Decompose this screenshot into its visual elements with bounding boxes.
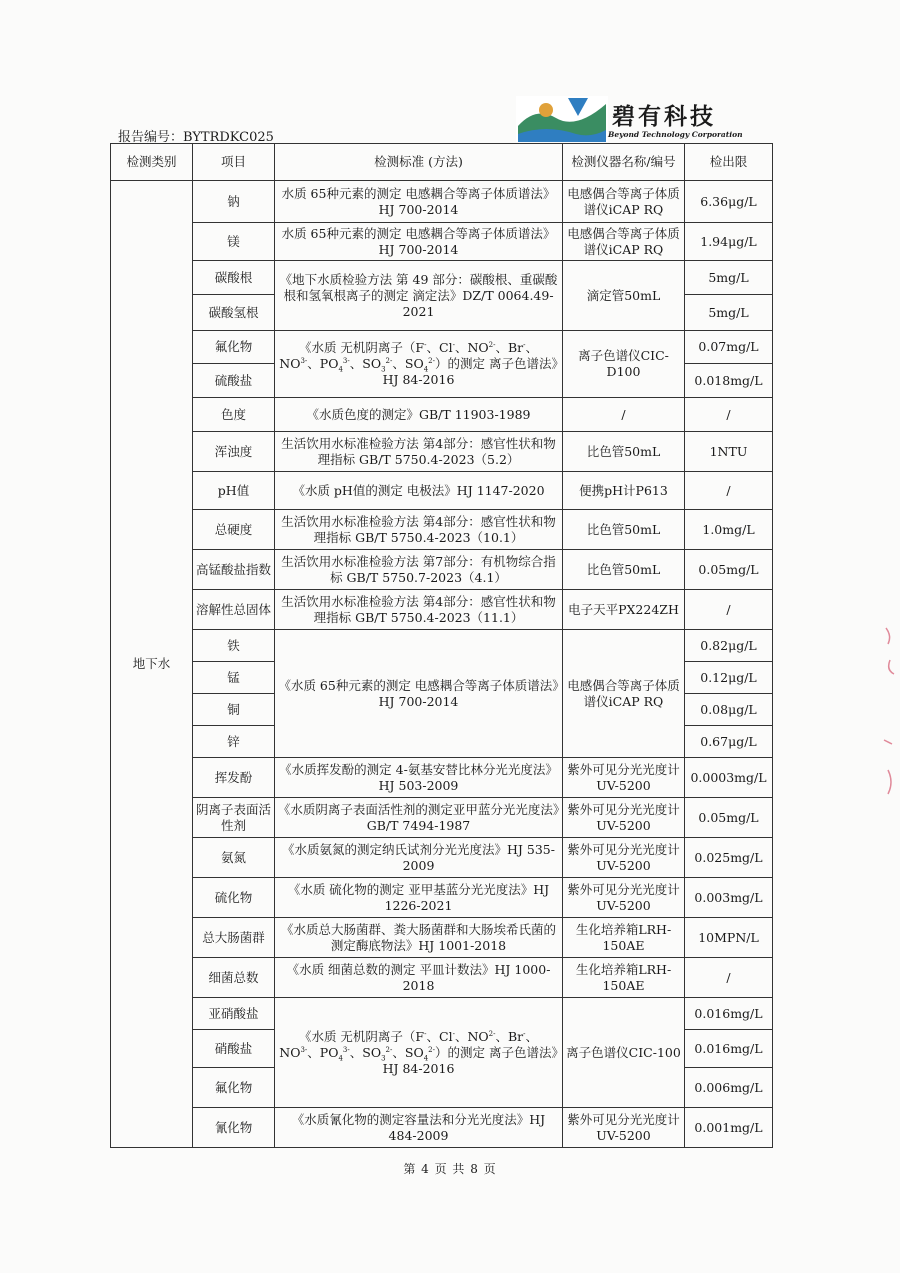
- instrument-cell: 电感偶合等离子体质谱仪iCAP RQ: [563, 223, 685, 261]
- header-instrument: 检测仪器名称/编号: [563, 144, 685, 181]
- table-row: [111, 331, 773, 364]
- limit-cell: /: [685, 398, 773, 432]
- item-cell: 高锰酸盐指数: [193, 550, 275, 590]
- item-cell: 总大肠菌群: [193, 918, 275, 958]
- table-row: [111, 958, 773, 998]
- limit-cell: 1NTU: [685, 432, 773, 472]
- item-cell: 挥发酚: [193, 758, 275, 798]
- method-cell: 《水质 无机阴离子（F-、Cl-、$NO^{2-}$、Br-、 $NO^{3-}$、$PO_4^{3-}$、$SO_3^{2-}$、$SO_4^{2-}$）的测定 离子色谱法》HJ 84-2016: [275, 998, 563, 1108]
- instrument-cell: /: [563, 398, 685, 432]
- item-cell: 阴离子表面活性剂: [193, 798, 275, 838]
- instrument-cell: 紫外可见分光光度计UV-5200: [563, 838, 685, 878]
- instrument-cell: 生化培养箱LRH-150AE: [563, 918, 685, 958]
- limit-cell: 0.025mg/L: [685, 838, 773, 878]
- instrument-cell: 紫外可见分光光度计UV-5200: [563, 1108, 685, 1148]
- ion-method-prefix: 《水质 无机阴离子（F: [298, 1028, 425, 1044]
- limit-cell: 0.07mg/L: [685, 331, 773, 364]
- item-cell: 溶解性总固体: [193, 590, 275, 630]
- method-cell: 生活饮用水标准检验方法 第4部分：感官性状和物理指标 GB/T 5750.4-2023（10.1）: [275, 510, 563, 550]
- item-cell: 硫化物: [193, 878, 275, 918]
- item-cell: 色度: [193, 398, 275, 432]
- method-cell: 《水质阴离子表面活性剂的测定亚甲蓝分光光度法》GB/T 7494-1987: [275, 798, 563, 838]
- instrument-cell: 便携pH计P613: [563, 472, 685, 510]
- item-cell: 氨氮: [193, 838, 275, 878]
- limit-cell: 0.05mg/L: [685, 550, 773, 590]
- limit-cell: 6.36μg/L: [685, 181, 773, 223]
- table-row: [111, 398, 773, 432]
- item-cell: 钠: [193, 181, 275, 223]
- table-header-row: [111, 144, 773, 181]
- header-method: 检测标准 (方法): [275, 144, 563, 181]
- instrument-cell: 电感偶合等离子体质谱仪iCAP RQ: [563, 181, 685, 223]
- table-row: [111, 878, 773, 918]
- instrument-cell: 紫外可见分光光度计UV-5200: [563, 798, 685, 838]
- limit-cell: 10MPN/L: [685, 918, 773, 958]
- item-cell: 硝酸盐: [193, 1030, 275, 1068]
- table-row: [111, 918, 773, 958]
- test-method-table: [110, 143, 773, 1148]
- page-footer: 第 4 页 共 8 页: [403, 1162, 497, 1176]
- item-cell: 锰: [193, 662, 275, 694]
- company-logo: [516, 96, 756, 146]
- item-cell: 锌: [193, 726, 275, 758]
- method-cell: 水质 65种元素的测定 电感耦合等离子体质谱法》HJ 700-2014: [275, 223, 563, 261]
- limit-cell: /: [685, 472, 773, 510]
- limit-cell: 0.016mg/L: [685, 998, 773, 1030]
- ion-method-prefix: 《水质 无机阴离子（F: [298, 340, 425, 355]
- method-cell: 《水质总大肠菌群、粪大肠菌群和大肠埃希氏菌的测定酶底物法》HJ 1001-2018: [275, 918, 563, 958]
- company-name-en: Beyond Technology Corporation: [608, 130, 743, 139]
- limit-cell: 1.0mg/L: [685, 510, 773, 550]
- instrument-cell: 紫外可见分光光度计UV-5200: [563, 878, 685, 918]
- item-cell: pH值: [193, 472, 275, 510]
- table-row: [111, 223, 773, 261]
- method-cell: 《水质 细菌总数的测定 平皿计数法》HJ 1000-2018: [275, 958, 563, 998]
- item-cell: 细菌总数: [193, 958, 275, 998]
- method-cell: 《水质氰化物的测定容量法和分光光度法》HJ 484-2009: [275, 1108, 563, 1148]
- limit-cell: 1.94μg/L: [685, 223, 773, 261]
- item-cell: 氟化物: [193, 1068, 275, 1108]
- table-row: [111, 261, 773, 295]
- limit-cell: 0.006mg/L: [685, 1068, 773, 1108]
- limit-cell: 0.08μg/L: [685, 694, 773, 726]
- table-row: [111, 998, 773, 1030]
- item-cell: 浑浊度: [193, 432, 275, 472]
- instrument-cell: 紫外可见分光光度计UV-5200: [563, 758, 685, 798]
- item-cell: 氰化物: [193, 1108, 275, 1148]
- header-limit: 检出限: [685, 144, 773, 181]
- limit-cell: 0.67μg/L: [685, 726, 773, 758]
- method-cell: 《水质挥发酚的测定 4-氨基安替比林分光光度法》HJ 503-2009: [275, 758, 563, 798]
- item-cell: 铜: [193, 694, 275, 726]
- method-cell: 《地下水质检验方法 第 49 部分：碳酸根、重碳酸根和氢氧根离子的测定 滴定法》DZ/T 0064.49-2021: [275, 261, 563, 331]
- method-cell: 《水质色度的测定》GB/T 11903-1989: [275, 398, 563, 432]
- instrument-cell: 电感偶合等离子体质谱仪iCAP RQ: [563, 630, 685, 758]
- ion-method-suffix: ）的测定 离子色谱法》HJ 84-2016: [382, 356, 558, 387]
- limit-cell: 5mg/L: [685, 295, 773, 331]
- limit-cell: 0.001mg/L: [685, 1108, 773, 1148]
- method-cell: 《水质氨氮的测定纳氏试剂分光光度法》HJ 535-2009: [275, 838, 563, 878]
- method-cell: 《水质 无机阴离子（F-、Cl-、$NO^{2-}$、Br-、 $NO^{3-}$、$PO_4^{3-}$、$SO_3^{2-}$、$SO_4^{2-}$）的测定 离子色谱法》HJ 84-2016: [275, 331, 563, 398]
- instrument-cell: 离子色谱仪CIC-D100: [563, 331, 685, 398]
- limit-cell: 0.0003mg/L: [685, 758, 773, 798]
- method-cell: 《水质 硫化物的测定 亚甲基蓝分光光度法》HJ 1226-2021: [275, 878, 563, 918]
- limit-cell: 5mg/L: [685, 261, 773, 295]
- instrument-cell: 比色管50mL: [563, 432, 685, 472]
- limit-cell: 0.12μg/L: [685, 662, 773, 694]
- table-row: [111, 181, 773, 223]
- report-number: 报告编号：BYTRDKC025: [118, 130, 274, 145]
- seal-edge-mark: [878, 620, 900, 820]
- method-cell: 生活饮用水标准检验方法 第4部分：感官性状和物理指标 GB/T 5750.4-2023（5.2）: [275, 432, 563, 472]
- table-row: [111, 630, 773, 662]
- table-row: [111, 798, 773, 838]
- instrument-cell: 比色管50mL: [563, 550, 685, 590]
- table-row: [111, 838, 773, 878]
- instrument-cell: 生化培养箱LRH-150AE: [563, 958, 685, 998]
- method-cell: 生活饮用水标准检验方法 第7部分：有机物综合指标 GB/T 5750.7-2023（4.1）: [275, 550, 563, 590]
- item-cell: 亚硝酸盐: [193, 998, 275, 1030]
- limit-cell: 0.003mg/L: [685, 878, 773, 918]
- table-row: [111, 472, 773, 510]
- limit-cell: 0.018mg/L: [685, 364, 773, 398]
- table-row: [111, 758, 773, 798]
- item-cell: 碳酸氢根: [193, 295, 275, 331]
- ion-method-suffix: ）的测定 离子色谱法》HJ 84-2016: [382, 1044, 558, 1076]
- limit-cell: 0.82μg/L: [685, 630, 773, 662]
- header-category: 检测类别: [111, 144, 193, 181]
- instrument-cell: 离子色谱仪CIC-100: [563, 998, 685, 1108]
- company-name-cn: 碧有科技: [612, 103, 716, 130]
- instrument-cell: 滴定管50mL: [563, 261, 685, 331]
- item-cell: 镁: [193, 223, 275, 261]
- item-cell: 总硬度: [193, 510, 275, 550]
- method-cell: 生活饮用水标准检验方法 第4部分：感官性状和物理指标 GB/T 5750.4-2023（11.1）: [275, 590, 563, 630]
- limit-cell: 0.05mg/L: [685, 798, 773, 838]
- category-cell: 地下水: [111, 181, 193, 1148]
- table-row: [111, 510, 773, 550]
- item-cell: 铁: [193, 630, 275, 662]
- table-row: [111, 432, 773, 472]
- instrument-cell: 比色管50mL: [563, 510, 685, 550]
- table-row: [111, 590, 773, 630]
- instrument-cell: 电子天平PX224ZH: [563, 590, 685, 630]
- limit-cell: 0.016mg/L: [685, 1030, 773, 1068]
- method-cell: 《水质 pH值的测定 电极法》HJ 1147-2020: [275, 472, 563, 510]
- method-cell: 《水质 65种元素的测定 电感耦合等离子体质谱法》HJ 700-2014: [275, 630, 563, 758]
- company-logo-mark: [516, 96, 608, 142]
- limit-cell: /: [685, 590, 773, 630]
- table-row: [111, 550, 773, 590]
- method-cell: 水质 65种元素的测定 电感耦合等离子体质谱法》HJ 700-2014: [275, 181, 563, 223]
- item-cell: 氟化物: [193, 331, 275, 364]
- header-item: 项目: [193, 144, 275, 181]
- limit-cell: /: [685, 958, 773, 998]
- item-cell: 硫酸盐: [193, 364, 275, 398]
- item-cell: 碳酸根: [193, 261, 275, 295]
- table-row: [111, 1108, 773, 1148]
